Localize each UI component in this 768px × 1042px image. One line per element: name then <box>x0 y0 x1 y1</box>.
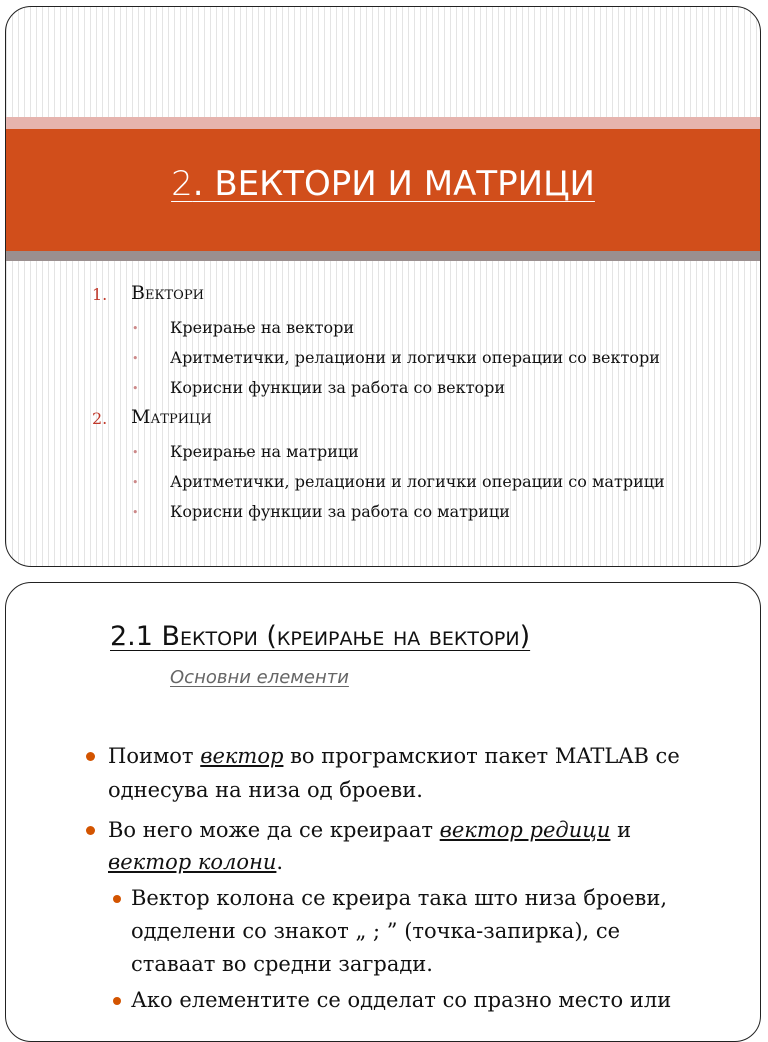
list-item-text: Креирање на вектори <box>170 318 355 337</box>
divider-band <box>6 251 760 261</box>
list-item-text: Аритметички, релациони и логички операции со вектори <box>170 348 660 367</box>
text-run: Во него може да се креираат <box>108 818 440 842</box>
bullet-text-continued: однесува на низа од броеви. <box>108 778 423 802</box>
bullet-icon: • <box>132 352 139 365</box>
slide-subtitle: Основни елементи <box>170 667 349 688</box>
section-number: 2. <box>92 409 108 428</box>
bullet-icon: • <box>132 506 139 519</box>
title-text: . ВЕКТОРИ И МАТРИЦИ <box>192 164 595 204</box>
title-number: 2.1 <box>110 621 162 652</box>
slide-contents <box>5 6 761 567</box>
term-column-vector: вектор колони <box>108 850 277 874</box>
bullet-text <box>108 814 631 846</box>
list-item-text: Аритметички, релациони и логички операции со матрици <box>170 472 665 491</box>
bullet-icon <box>86 752 95 761</box>
sub-bullet-text-continued: ставаат во средни загради. <box>131 952 433 976</box>
bullet-icon: • <box>132 382 139 395</box>
text-run: Поимот <box>108 744 201 768</box>
bullet-text <box>108 740 680 772</box>
bullet-icon: • <box>132 322 139 335</box>
section-heading: Вектори <box>131 282 204 304</box>
section-number: 1. <box>92 285 108 304</box>
title-text: Вектори (креирање на вектори) <box>161 621 531 652</box>
bullet-icon <box>86 826 95 835</box>
title-number: 2 <box>171 164 193 204</box>
text-run: и <box>610 818 632 842</box>
slide-title <box>6 164 760 204</box>
slide-title <box>110 621 530 652</box>
section-heading: Матрици <box>131 406 212 428</box>
text-run: во програмскиот пакет MATLAB се <box>283 744 680 768</box>
bullet-icon <box>113 997 121 1005</box>
list-item-text: Корисни функции за работа со матрици <box>170 502 510 521</box>
list-item-text: Креирање на матрици <box>170 442 359 461</box>
sub-bullet-text: Ако елементите се одделат со празно место или <box>131 988 672 1012</box>
bullet-icon: • <box>132 476 139 489</box>
slide-vectors <box>5 582 761 1042</box>
accent-band <box>6 117 760 129</box>
list-item-text: Корисни функции за работа со вектори <box>170 378 506 397</box>
sub-bullet-text-continued: одделени со знакот „ ; ” (точка-запирка), се <box>131 919 621 943</box>
bullet-icon: • <box>132 446 139 459</box>
bullet-icon <box>113 895 121 903</box>
text-run: . <box>276 850 284 874</box>
sub-bullet-text: Вектор колона се креира така што низа броеви, <box>131 886 668 910</box>
bullet-text-continued <box>108 846 283 878</box>
term-row-vector: вектор редици <box>439 818 611 842</box>
term-vector: вектор <box>200 744 284 768</box>
